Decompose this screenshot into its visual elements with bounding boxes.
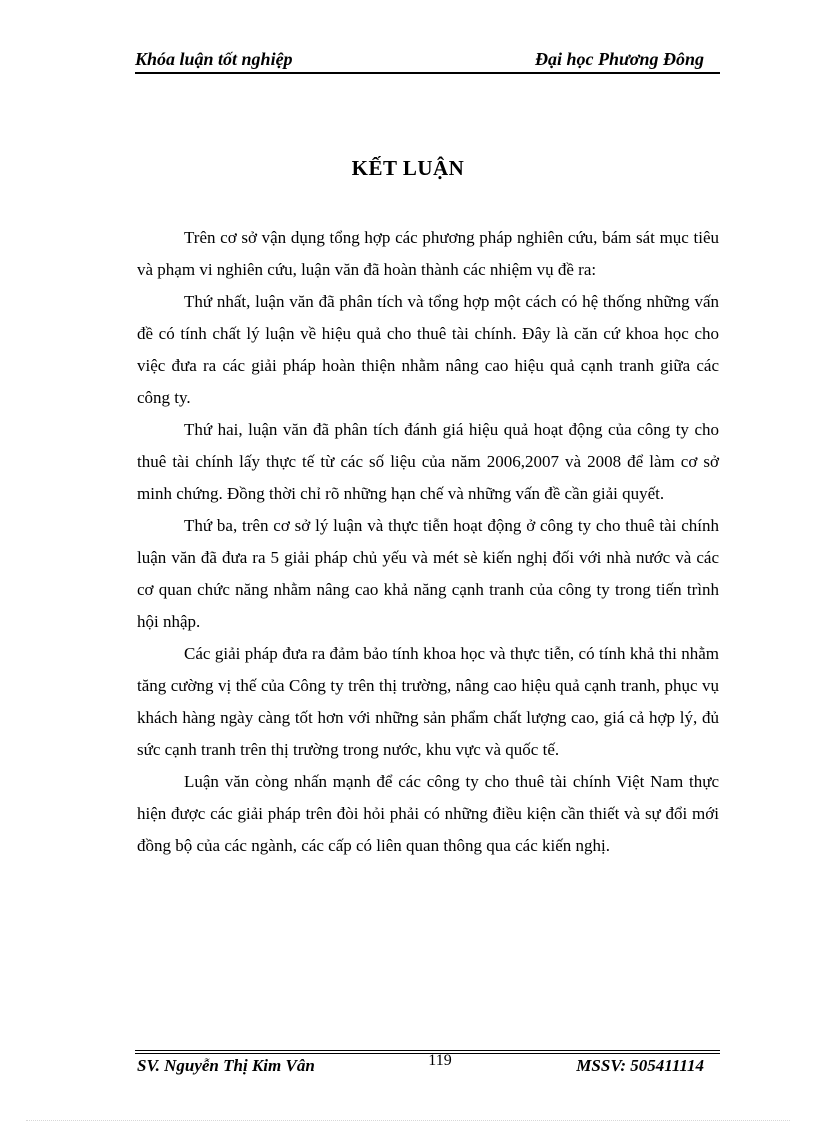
paragraph: Thứ hai, luận văn đã phân tích đánh giá hiệu quả hoạt động của công ty cho thuê tài chính lấy thực tế từ các số liệu của năm 2006,2007 và 2008 để làm cơ sở minh chứng. Đồng thời chỉ rõ những hạn chế và những vấn đề cần giải quyết. (137, 420, 719, 503)
header-left-text: Khóa luận tốt nghiệp (135, 49, 293, 69)
document-body (137, 222, 719, 862)
footer-rule-top (135, 1050, 720, 1051)
paragraph: Thứ ba, trên cơ sở lý luận và thực tiễn hoạt động ở công ty cho thuê tài chính luận văn đã đưa ra 5 giải pháp chủ yếu và mét sè kiến nghị đối với nhà nước và các cơ quan chức năng nhằm nâng cao khả năng cạnh tranh của công ty trong tiến trình hội nhập. (137, 516, 719, 631)
page-number: 119 (428, 1052, 452, 1069)
header-right-text: Đại học Phương Đông (535, 49, 704, 69)
paragraph: Luận văn còng nhấn mạnh để các công ty cho thuê tài chính Việt Nam thực hiện được các giải pháp trên đòi hỏi phải có những điều kiện cần thiết và sự đổi mới đồng bộ của các ngành, các cấp có liên quan thông qua các kiến nghị. (137, 772, 719, 855)
footer-student-id: MSSV: 505411114 (576, 1056, 704, 1075)
paragraph: Thứ nhất, luận văn đã phân tích và tổng hợp một cách có hệ thống những vấn đề có tính chất lý luận về hiệu quả cho thuê tài chính. Đây là căn cứ khoa học cho việc đưa ra các giải pháp hoàn thiện nhằm nâng cao hiệu quả cạnh tranh giữa các công ty. (137, 292, 719, 407)
page-edge-divider (26, 1120, 790, 1121)
page-title: KẾT LUẬN (351, 156, 465, 180)
page-header (135, 48, 720, 74)
footer-student-name: SV. Nguyễn Thị Kim Vân (137, 1056, 315, 1075)
paragraph: Trên cơ sở vận dụng tổng hợp các phương pháp nghiên cứu, bám sát mục tiêu và phạm vi nghiên cứu, luận văn đã hoàn thành các nhiệm vụ đề ra: (137, 228, 719, 279)
paragraph: Các giải pháp đưa ra đảm bảo tính khoa học và thực tiễn, có tính khả thi nhằm tăng cường vị thế của Công ty trên thị trường, nâng cao hiệu quả cạnh tranh, phục vụ khách hàng ngày càng tốt hơn với những sản phẩm chất lượng cao, giá cả hợp lý, đủ sức cạnh tranh trên thị trường trong nước, khu vực và quốc tế. (137, 644, 719, 759)
